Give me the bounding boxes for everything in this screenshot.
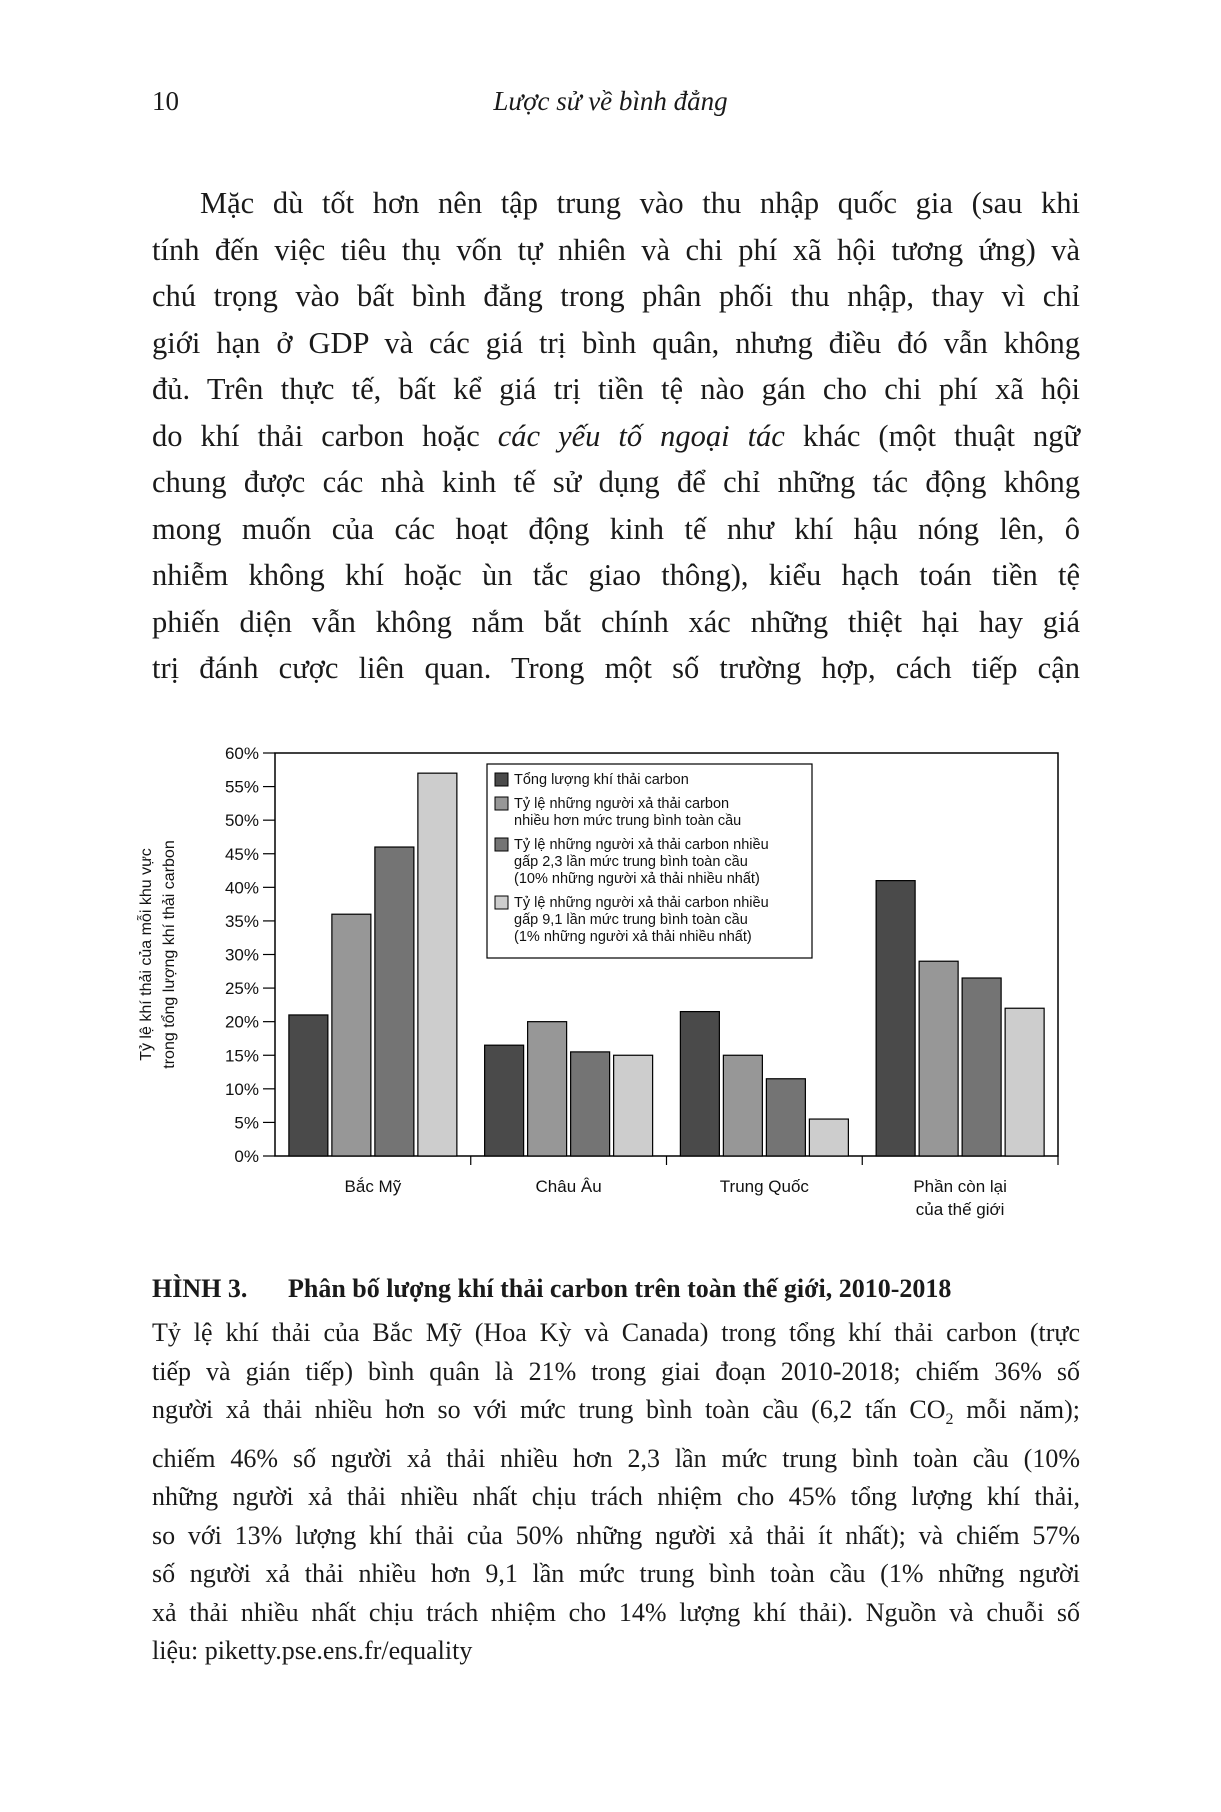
bar [809,1119,848,1156]
bar [723,1055,762,1156]
y-axis-title: trong tổng lượng khí thải carbon [161,840,178,1069]
figure-caption [152,1274,1080,1671]
caption-line: xả thải nhiều nhất chịu trách nhiệm cho 14% lượng khí thải). Nguồn và chuỗi số [152,1597,1080,1627]
bar [375,847,414,1156]
text-line: Mặc dù tốt hơn nên tập trung vào thu nhập quốc gia (sau khi [200,186,1080,220]
y-tick-label: 15% [224,1046,259,1066]
y-tick-label: 50% [224,811,259,831]
x-category-label: Phần còn lại [913,1177,1007,1196]
bar [289,1015,328,1156]
caption-line: Tỷ lệ khí thải của Bắc Mỹ (Hoa Kỳ và Canada) trong tổng khí thải carbon (trực [152,1318,1080,1347]
y-tick-label: 10% [224,1079,259,1099]
bar [1005,1008,1044,1156]
bar [766,1079,805,1156]
text-segment: do khí thải carbon hoặc [152,418,498,453]
y-tick-label: 30% [224,945,259,965]
legend-swatch [495,896,508,909]
y-axis-title: Tỷ lệ khí thải của mỗi khu vực [138,848,155,1061]
body-paragraph [152,180,1080,692]
legend-label: (1% những người xả thải nhiều nhất) [514,929,752,945]
text-line: giới hạn ở GDP và các giá trị bình quân, nhưng điều đó vẫn không [152,325,1080,360]
y-tick-label: 0% [234,1147,259,1166]
legend-label: nhiều hơn mức trung bình toàn cầu [514,813,742,829]
caption-line: tiếp và gián tiếp) bình quân là 21% trong giai đoạn 2010-2018; chiếm 36% số [152,1356,1080,1386]
x-category-label: của thế giới [915,1200,1005,1219]
bar [919,961,958,1156]
bar [418,773,457,1156]
carbon-emissions-bar-chart [140,740,1080,1240]
bar [528,1022,567,1156]
text-line: trị đánh cược liên quan. Trong một số trường hợp, cách tiếp cận [152,651,1080,685]
text-line: mong muốn của các hoạt động kinh tế như khí hậu nóng lên, ô [152,511,1080,546]
caption-line: chiếm 46% số người xả thải nhiều hơn 2,3 lần mức trung bình toàn cầu (10% [152,1443,1080,1473]
running-title: Lược sử về bình đẳng [493,86,728,116]
legend-label: (10% những người xả thải nhiều nhất) [514,871,760,887]
legend-label: gấp 9,1 lần mức trung bình toàn cầu [514,912,748,928]
text-line [152,413,1080,460]
figure-title-text: Phân bố lượng khí thải carbon trên toàn thế giới, 2010-2018 [288,1274,952,1303]
text-line: chú trọng vào bất bình đẳng trong phân phối thu nhập, thay vì chỉ [152,279,1080,313]
y-tick-label: 40% [224,878,259,898]
x-category-label: Trung Quốc [719,1177,809,1196]
figure-title [152,1274,1080,1304]
caption-line [152,1391,1080,1440]
bar [332,914,371,1156]
legend-swatch [495,838,508,851]
y-tick-label: 45% [224,844,259,864]
y-tick-label: 35% [224,911,259,931]
y-tick-label: 60% [224,744,259,763]
legend-label: Tỷ lệ những người xả thải carbon nhiều [514,837,769,853]
subscript: 2 [945,1411,954,1429]
y-tick-label: 5% [234,1113,259,1133]
text-line: phiến diện vẫn không nắm bắt chính xác những thiệt hại hay giá [152,604,1080,639]
caption-line: so với 13% lượng khí thải của 50% những người xả thải ít nhất); và chiếm 57% [152,1520,1080,1550]
bar [876,881,915,1156]
legend-swatch [495,797,508,810]
legend-label: Tổng lượng khí thải carbon [514,772,689,788]
y-tick-label: 20% [224,1012,259,1032]
bar [485,1045,524,1156]
y-tick-label: 25% [224,979,259,999]
x-category-label: Châu Âu [535,1177,602,1196]
text-segment: mỗi năm); [953,1395,1080,1424]
caption-line: những người xả thải nhiều nhất chịu trách nhiệm cho 45% tổng lượng khí thải, [152,1482,1080,1512]
text-segment: người xả thải nhiều hơn so với mức trung bình toàn cầu (6,2 tấn CO [152,1395,946,1424]
text-line: chung được các nhà kinh tế sử dụng để chỉ những tác động không [152,465,1080,499]
text-line: đủ. Trên thực tế, bất kể giá trị tiền tệ nào gán cho chi phí xã hội [152,372,1080,406]
page-number: 10 [152,86,179,116]
legend-label: Tỷ lệ những người xả thải carbon nhiều [514,895,769,911]
caption-line: liệu: piketty.pse.ens.fr/equality [152,1636,473,1666]
x-category-label: Bắc Mỹ [344,1177,402,1196]
bar [680,1012,719,1156]
caption-line: số người xả thải nhiều hơn 9,1 lần mức trung bình toàn cầu (1% những người [152,1559,1080,1589]
text-line: tính đến việc tiêu thụ vốn tự nhiên và chi phí xã hội tương ứng) và [152,232,1080,267]
legend-label: Tỷ lệ những người xả thải carbon [514,796,730,812]
bar [614,1055,653,1156]
figure-number: HÌNH 3. [152,1274,248,1303]
bar [571,1052,610,1156]
y-tick-label: 55% [224,777,259,797]
text-line: nhiễm không khí hoặc ùn tắc giao thông), kiểu hạch toán tiền tệ [152,558,1080,592]
bar [962,978,1001,1156]
text-segment: khác (một thuật ngữ [784,418,1081,453]
legend-swatch [495,773,508,786]
caption-body [152,1314,1080,1671]
legend-label: gấp 2,3 lần mức trung bình toàn cầu [514,854,748,870]
italic-term: các yếu tố ngoại tác [497,418,785,453]
